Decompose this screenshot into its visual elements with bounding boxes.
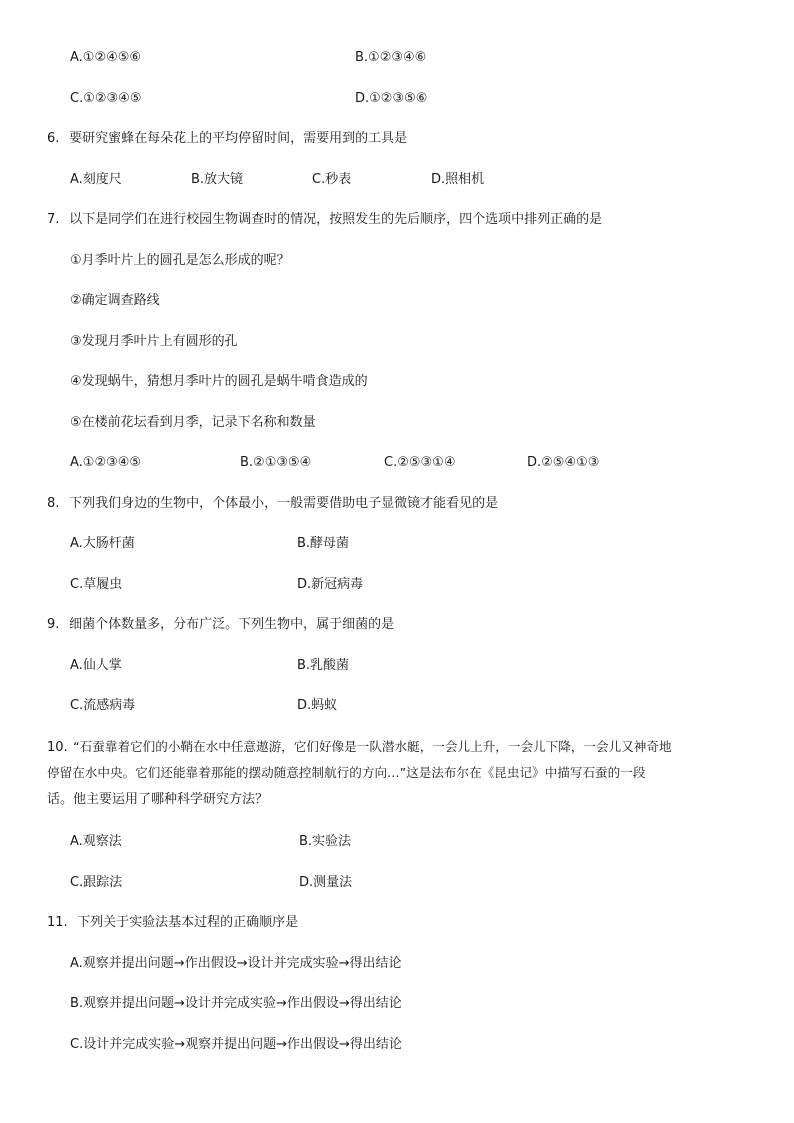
option-a: A.仙人掌: [70, 658, 122, 673]
question-text: 下列我们身边的生物中，个体最小，一般需要借助电子显微镜才能看见的是: [69, 496, 499, 511]
option-b: B.酵母菌: [297, 536, 350, 551]
question-number: 8.: [47, 496, 60, 511]
question-text-line-3: 话。他主要运用了哪种科学研究方法？: [47, 792, 269, 807]
option-b: B.放大镜: [191, 172, 244, 187]
option-b: B.①②③④⑥: [355, 50, 427, 65]
option-d: D.测量法: [299, 875, 353, 890]
option-c: C.草履虫: [70, 577, 123, 592]
option-c: C.跟踪法: [70, 875, 123, 890]
option-d: D.照相机: [431, 172, 485, 187]
option-b: B.观察并提出问题→设计并完成实验→作出假设→得出结论: [70, 996, 402, 1011]
option-a: A.观察并提出问题→作出假设→设计并完成实验→得出结论: [70, 956, 402, 971]
question-text-line-2: 停留在水中央。它们还能靠着那能的摆动随意控制航行的方向…”这是法布尔在《昆虫记》中描写石蚕的一段: [47, 765, 646, 780]
question-text: 要研究蜜蜂在每朵花上的平均停留时间，需要用到的工具是: [69, 131, 408, 146]
question-text: 细菌个体数量多，分布广泛。下列生物中，属于细菌的是: [69, 617, 395, 632]
option-a: A.大肠杆菌: [70, 536, 135, 551]
option-a: A.刻度尺: [70, 172, 122, 187]
question-number: 7.: [47, 212, 60, 227]
option-d: D.新冠病毒: [297, 577, 364, 592]
statement-3: ③发现月季叶片上有圆形的孔: [70, 334, 238, 349]
option-b: B.②①③⑤④: [240, 455, 312, 470]
option-b: B.乳酸菌: [297, 658, 350, 673]
statement-1: ①月季叶片上的圆孔是怎么形成的呢？: [70, 253, 290, 268]
question-9: [47, 617, 394, 633]
question-11: [47, 915, 298, 931]
question-6: [47, 131, 407, 147]
question-10: [47, 739, 672, 756]
option-c: C.秒表: [312, 172, 352, 187]
option-c: C.流感病毒: [70, 698, 136, 713]
option-d: D.蚂蚁: [297, 698, 338, 713]
statement-2: ②确定调查路线: [70, 293, 160, 308]
statement-4: ④发现蜗牛，猜想月季叶片的圆孔是蜗牛啃食造成的: [70, 374, 368, 389]
question-number: 9.: [47, 617, 60, 632]
question-7: [47, 212, 602, 228]
question-text: 下列关于实验法基本过程的正确顺序是: [77, 915, 299, 930]
option-c: C.①②③④⑤: [70, 91, 142, 106]
option-a: A.①②④⑤⑥: [70, 50, 142, 65]
option-c: C.设计并完成实验→观察并提出问题→作出假设→得出结论: [70, 1037, 402, 1052]
option-a: A.观察法: [70, 834, 122, 849]
question-text-line-1: “石蚕靠着它们的小鞘在水中任意遨游，它们好像是一队潜水艇，一会儿上升，一会儿下降，一会儿又神奇地: [73, 739, 672, 754]
option-d: D.②⑤④①③: [527, 455, 600, 470]
question-number: 10.: [47, 740, 68, 755]
question-number: 6.: [47, 131, 60, 146]
option-b: B.实验法: [299, 834, 352, 849]
option-d: D.①②③⑤⑥: [355, 91, 428, 106]
question-text: 以下是同学们在进行校园生物调查时的情况，按照发生的先后顺序，四个选项中排列正确的是: [69, 212, 603, 227]
question-number: 11.: [47, 915, 68, 930]
option-c: C.②⑤③①④: [384, 455, 456, 470]
statement-5: ⑤在楼前花坛看到月季，记录下名称和数量: [70, 415, 316, 430]
question-8: [47, 496, 498, 512]
option-a: A.①②③④⑤: [70, 455, 142, 470]
